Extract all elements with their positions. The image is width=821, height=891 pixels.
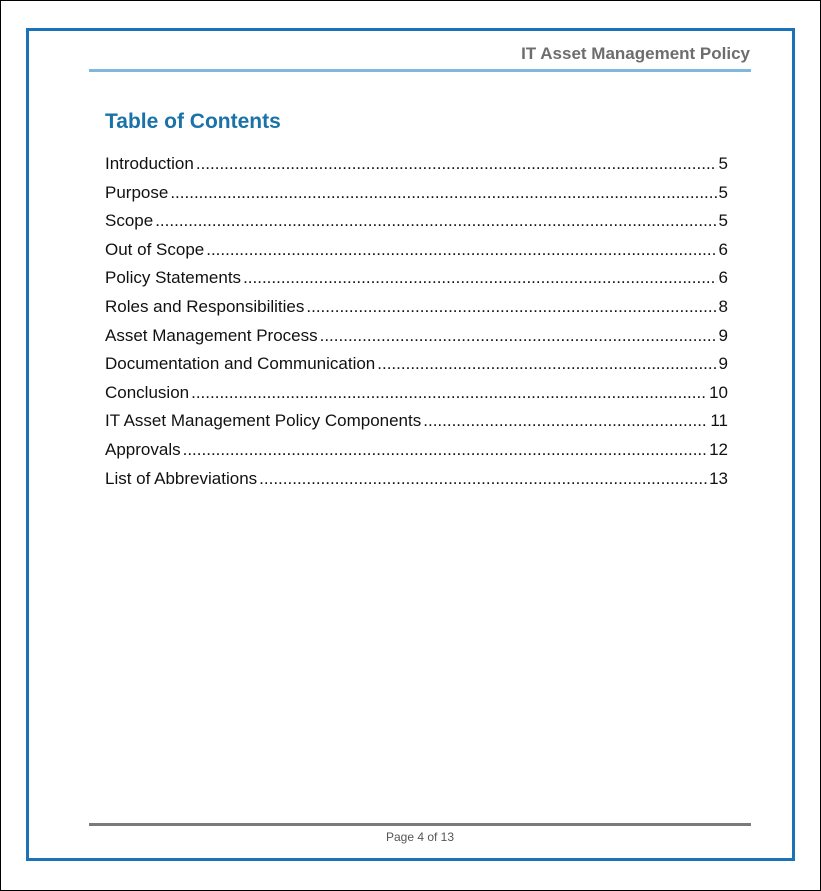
toc-entry-scope[interactable] [105, 207, 728, 236]
toc-list [105, 150, 728, 493]
toc-dot-leader [306, 293, 716, 322]
toc-entry-list-of-abbreviations[interactable] [105, 465, 728, 494]
toc-entry-page: 5 [718, 154, 728, 173]
toc-entry-page: 9 [718, 325, 728, 345]
toc-entry-page: 9 [718, 354, 728, 374]
toc-dot-leader [243, 264, 716, 293]
toc-dot-leader [170, 179, 716, 208]
toc-entry-page: 10 [709, 382, 728, 402]
toc-entry-policy-components[interactable] [105, 407, 728, 436]
toc-entry-label: Asset Management Process [105, 325, 318, 345]
toc-entry-label: Documentation and Communication [105, 354, 376, 374]
toc-entry-label: Policy Statements [105, 268, 242, 288]
toc-entry-approvals[interactable] [105, 436, 728, 465]
toc-entry-label: Roles and Responsibilities [105, 296, 305, 316]
toc-entry-page: 13 [709, 468, 728, 488]
toc-entry-label: Scope [105, 211, 154, 231]
toc-entry-page: 8 [718, 296, 728, 316]
toc-entry-label: Conclusion [105, 382, 190, 402]
footer-rule [89, 823, 751, 826]
toc-dot-leader [377, 350, 716, 379]
toc-entry-introduction[interactable] [105, 150, 728, 179]
toc-entry-page: 5 [718, 211, 728, 231]
toc-entry-label: Introduction [105, 154, 194, 173]
toc-dot-leader [196, 150, 717, 179]
toc-heading: Table of Contents [105, 110, 281, 133]
toc-dot-leader [423, 407, 708, 436]
toc-entry-page: 6 [718, 239, 728, 259]
toc-dot-leader [206, 236, 716, 265]
toc-entry-documentation-and-communication[interactable] [105, 350, 728, 379]
toc-entry-out-of-scope[interactable] [105, 236, 728, 265]
toc-entry-page: 5 [718, 182, 728, 202]
toc-entry-label: Purpose [105, 182, 169, 202]
toc-entry-label: IT Asset Management Policy Components [105, 411, 422, 431]
toc-dot-leader [320, 322, 717, 351]
toc-entry-label: List of Abbreviations [105, 468, 258, 488]
header-rule [89, 69, 751, 72]
toc-entry-roles-and-responsibilities[interactable] [105, 293, 728, 322]
toc-entry-conclusion[interactable] [105, 379, 728, 408]
page-number: Page 4 of 13 [385, 830, 455, 844]
toc-entry-asset-management-process[interactable] [105, 322, 728, 351]
toc-entry-page: 6 [718, 268, 728, 288]
toc-dot-leader [183, 436, 707, 465]
toc-entry-label: Approvals [105, 439, 181, 459]
header-title: IT Asset Management Policy [521, 44, 750, 63]
toc-dot-leader [155, 207, 716, 236]
toc-dot-leader [191, 379, 707, 408]
toc-entry-page: 12 [709, 439, 728, 459]
toc-entry-label: Out of Scope [105, 239, 205, 259]
toc-entry-policy-statements[interactable] [105, 264, 728, 293]
toc-entry-purpose[interactable] [105, 179, 728, 208]
toc-dot-leader [259, 465, 707, 494]
toc-entry-page: 11 [710, 411, 728, 431]
